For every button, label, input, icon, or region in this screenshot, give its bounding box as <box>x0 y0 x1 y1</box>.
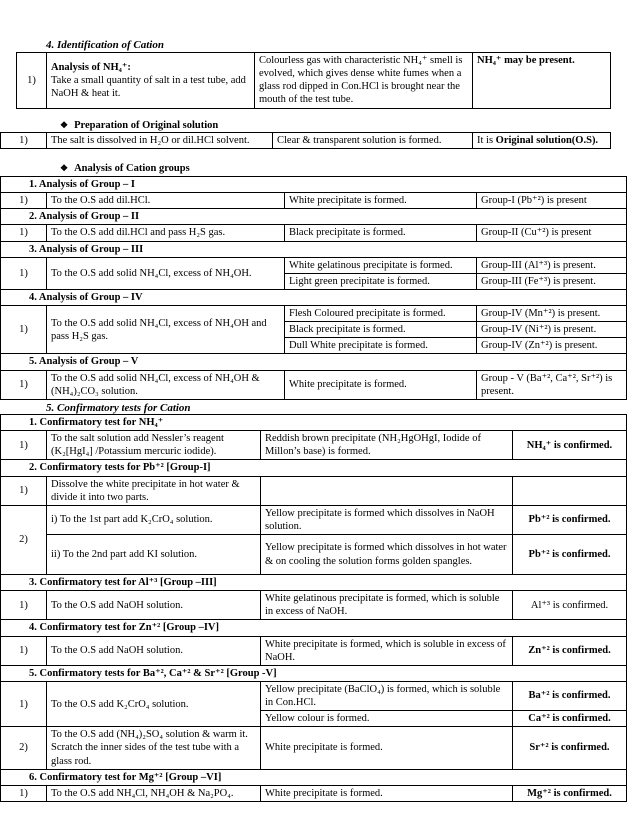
inference-cell: Group-II (Cu⁺²) is present <box>477 225 627 241</box>
observation-cell: Light green precipitate is formed. <box>285 273 477 289</box>
row-number: 1) <box>17 53 47 109</box>
inference-cell: NH₄⁺ may be present. <box>473 53 611 109</box>
step-cell: To the salt solution add Nessler’s reagent (K₂[HgI₄] /Potassium mercuric iodide). <box>47 431 261 460</box>
observation-cell: White precipitate is formed. <box>261 727 513 769</box>
row-number: 1) <box>1 133 47 149</box>
inference-cell: Al⁺³ is confirmed. <box>513 591 627 620</box>
observation-cell: Reddish brown precipitate (NH₂HgOHgI, Iodide of Millon’s base) is formed. <box>261 431 513 460</box>
inference-cell: Group-IV (Mn⁺²) is present. <box>477 306 627 322</box>
step-cell: ii) To the 2nd part add KI solution. <box>47 535 261 575</box>
row-number: 1) <box>1 591 47 620</box>
inference-cell: Group-III (Al⁺³) is present. <box>477 257 627 273</box>
step-cell <box>47 53 255 109</box>
observation-cell <box>261 476 513 505</box>
confirmatory-table <box>0 414 627 802</box>
row-number: 1) <box>1 636 47 665</box>
observation-cell: Yellow precipitate is formed which dissolves in NaOH solution. <box>261 505 513 534</box>
inference-cell: Group-IV (Ni⁺²) is present. <box>477 322 627 338</box>
inference-cell: Group-I (Pb⁺²) is present <box>477 193 627 209</box>
step-cell: To the O.S add dil.HCl. <box>47 193 285 209</box>
section-4-title: 4. Identification of Cation <box>46 39 164 51</box>
observation-cell: Yellow precipitate is formed which dissolves in hot water & on cooling the solution forms golden spangles. <box>261 535 513 575</box>
observation-cell: Dull White precipitate is formed. <box>285 338 477 354</box>
row-number: 1) <box>1 225 47 241</box>
row-number: 2) <box>1 727 47 769</box>
group-2-heading: 2. Analysis of Group – II <box>1 209 627 225</box>
observation-cell: White precipitate is formed, which is soluble in excess of NaOH. <box>261 636 513 665</box>
observation-cell: Flesh Coloured precipitate is formed. <box>285 306 477 322</box>
row-number: 1) <box>1 785 47 801</box>
group-3-heading: 3. Analysis of Group – III <box>1 241 627 257</box>
group-1-heading: 1. Analysis of Group – I <box>1 177 627 193</box>
row-number: 1) <box>1 370 47 399</box>
inference-cell: Ba⁺² is confirmed. <box>513 681 627 710</box>
inference-cell: Mg⁺² is confirmed. <box>513 785 627 801</box>
step-heading: Analysis of NH₄⁺: <box>51 61 131 73</box>
diamond-icon: ❖ <box>60 120 69 130</box>
step-cell: To the O.S add solid NH₄Cl, excess of NH₄OH & (NH₄)₂CO₃ solution. <box>47 370 285 399</box>
groups-table <box>0 176 627 400</box>
observation-cell: Colourless gas with characteristic NH₄⁺ smell is evolved, which gives dense white fumes when a glass rod dipped in Con.HCl is brought near the mouth of the test tube. <box>255 53 473 109</box>
observation-cell: White precipitate is formed. <box>261 785 513 801</box>
step-cell: To the O.S add NH₄Cl, NH₄OH & Na₂PO₄. <box>47 785 261 801</box>
inference-cell: Zn⁺² is confirmed. <box>513 636 627 665</box>
inference-cell: Ca⁺² is confirmed. <box>513 711 627 727</box>
observation-cell: Yellow precipitate (BaClO₄) is formed, which is soluble in Con.HCl. <box>261 681 513 710</box>
groups-title <box>60 163 190 176</box>
step-text: Take a small quantity of salt in a test tube, add NaOH & heat it. <box>51 74 246 99</box>
observation-cell: White precipitate is formed. <box>285 370 477 399</box>
inference-cell: Group - V (Ba⁺², Ca⁺², Sr⁺²) is present. <box>477 370 627 399</box>
prep-title <box>60 120 218 133</box>
step-cell: To the O.S add NaOH solution. <box>47 636 261 665</box>
group-4-heading: 4. Analysis of Group – IV <box>1 289 627 305</box>
observation-cell: White gelatinous precipitate is formed, which is soluble in excess of NaOH. <box>261 591 513 620</box>
identification-table <box>16 52 611 109</box>
step-cell: To the O.S add (NH₄)₂SO₄ solution & warm it. Scratch the inner sides of the test tube with a glass rod. <box>47 727 261 769</box>
observation-cell: Yellow colour is formed. <box>261 711 513 727</box>
row-number: 1) <box>1 476 47 505</box>
step-cell: The salt is dissolved in H₂O or dil.HCl solvent. <box>47 133 273 149</box>
inference-cell: Sr⁺² is confirmed. <box>513 727 627 769</box>
groups-title-text: Analysis of Cation groups <box>74 163 190 174</box>
test-5-heading: 5. Confirmatory tests for Ba⁺², Ca⁺² & Sr⁺² [Group -V] <box>1 665 627 681</box>
test-1-heading: 1. Confirmatory test for NH₄⁺ <box>1 415 627 431</box>
test-6-heading: 6. Confirmatory test for Mg⁺² [Group –VI] <box>1 769 627 785</box>
inference-cell: Pb⁺² is confirmed. <box>513 505 627 534</box>
row-number: 1) <box>1 306 47 354</box>
row-number: 1) <box>1 193 47 209</box>
observation-cell: White precipitate is formed. <box>285 193 477 209</box>
observation-cell: Black precipitate is formed. <box>285 322 477 338</box>
inference-prefix: It is <box>477 135 496 146</box>
observation-cell: Black precipitate is formed. <box>285 225 477 241</box>
test-3-heading: 3. Confirmatory test for Al⁺³ [Group –III] <box>1 575 627 591</box>
step-cell: i) To the 1st part add K₂CrO₄ solution. <box>47 505 261 534</box>
group-5-heading: 5. Analysis of Group – V <box>1 354 627 370</box>
inference-cell <box>473 133 611 149</box>
observation-cell: Clear & transparent solution is formed. <box>273 133 473 149</box>
test-2-heading: 2. Confirmatory tests for Pb⁺² [Group-I] <box>1 460 627 476</box>
step-cell: To the O.S add solid NH₄Cl, excess of NH₄OH and pass H₂S gas. <box>47 306 285 354</box>
step-cell: To the O.S add NaOH solution. <box>47 591 261 620</box>
step-cell: Dissolve the white precipitate in hot water & divide it into two parts. <box>47 476 261 505</box>
inference-cell: Pb⁺² is confirmed. <box>513 535 627 575</box>
inference-bold: Original solution(O.S). <box>495 135 599 146</box>
row-number: 2) <box>1 505 47 574</box>
row-number: 1) <box>1 681 47 726</box>
inference-cell: Group-III (Fe⁺³) is present. <box>477 273 627 289</box>
step-cell: To the O.S add dil.HCl and pass H₂S gas. <box>47 225 285 241</box>
inference-cell: NH₄⁺ is confirmed. <box>513 431 627 460</box>
test-4-heading: 4. Confirmatory test for Zn⁺² [Group –IV] <box>1 620 627 636</box>
diamond-icon: ❖ <box>60 163 69 173</box>
prep-title-text: Preparation of Original solution <box>74 120 219 131</box>
inference-cell: Group-IV (Zn⁺²) is present. <box>477 338 627 354</box>
observation-cell: White gelatinous precipitate is formed. <box>285 257 477 273</box>
section-5-title: 5. Confirmatory tests for Cation <box>46 402 191 414</box>
step-cell: To the O.S add solid NH₄Cl, excess of NH₄OH. <box>47 257 285 289</box>
prep-table <box>0 132 611 149</box>
inference-cell <box>513 476 627 505</box>
row-number: 1) <box>1 431 47 460</box>
row-number: 1) <box>1 257 47 289</box>
step-cell: To the O.S add K₂CrO₄ solution. <box>47 681 261 726</box>
